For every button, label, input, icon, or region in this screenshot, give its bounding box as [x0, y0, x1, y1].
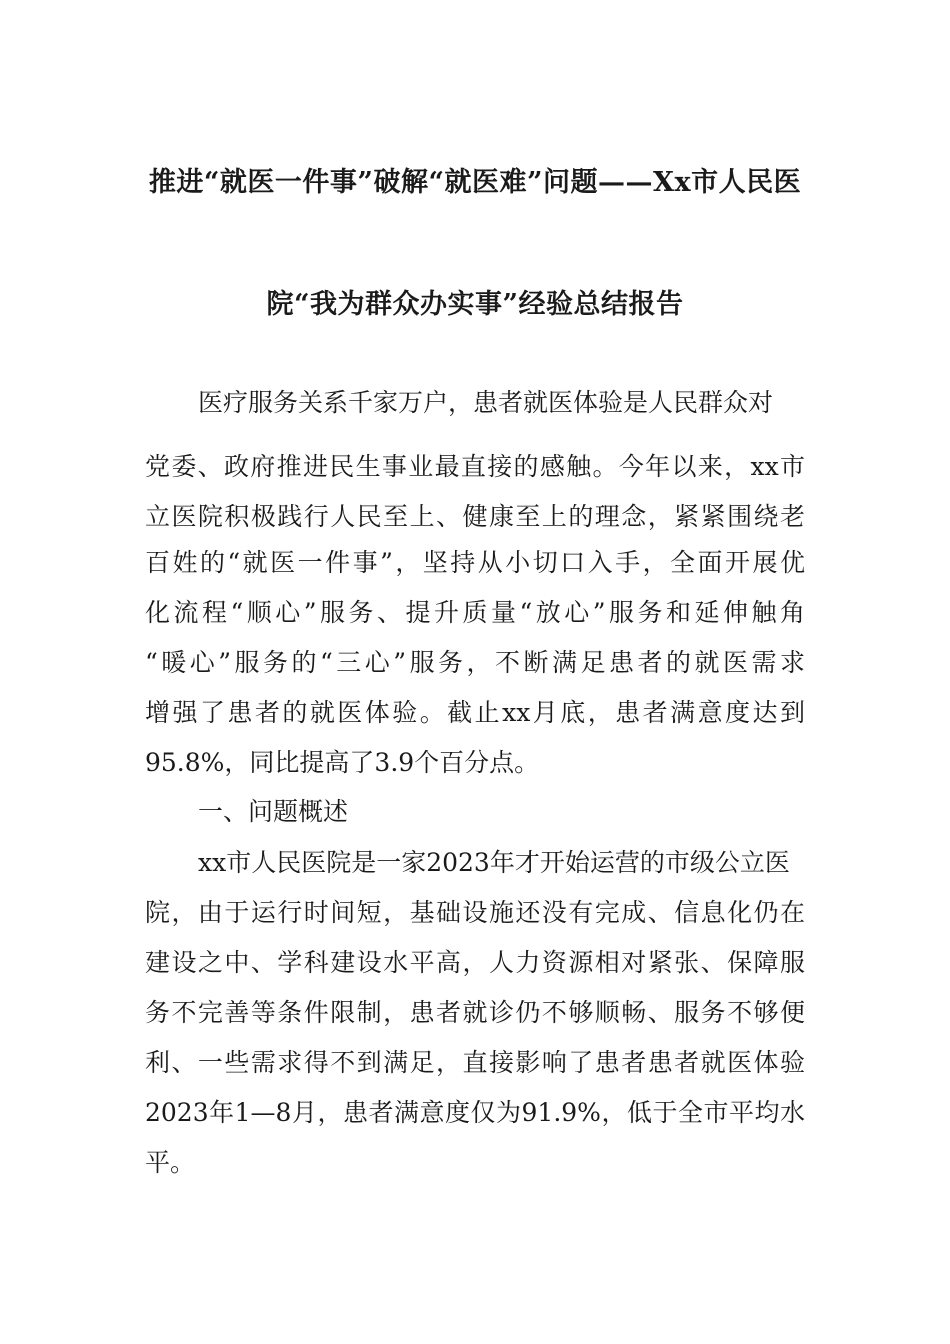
paragraph-line: 医疗服务关系千家万户，患者就医体验是人民群众对	[198, 388, 774, 417]
paragraph-line: 院，由于运行时间短，基础设施还没有完成、信息化仍在	[145, 898, 805, 927]
paragraph-line: 立医院积极践行人民至上、健康至上的理念，紧紧围绕老	[145, 502, 805, 531]
section-heading: 一、问题概述	[198, 797, 349, 826]
document-title-line-1: 推进“就医一件事”破解“就医难”问题——Xx市人民医	[148, 167, 802, 198]
paragraph-line: 利、一些需求得不到满足，直接影响了患者患者就医体验	[145, 1048, 805, 1077]
paragraph-line: xx市人民医院是一家2023年才开始运营的市级公立医	[198, 848, 790, 877]
document-title-line-2: 院“我为群众办实事”经验总结报告	[266, 289, 684, 320]
paragraph-line: “暖心”服务的“三心”服务，不断满足患者的就医需求	[145, 648, 805, 677]
paragraph-line: 党委、政府推进民生事业最直接的感触。今年以来，xx市	[145, 452, 805, 481]
paragraph-line: 建设之中、学科建设水平高，人力资源相对紧张、保障服	[145, 948, 805, 977]
paragraph-line: 务不完善等条件限制，患者就诊仍不够顺畅、服务不够便	[145, 998, 805, 1027]
paragraph-line: 增强了患者的就医体验。截止xx月底，患者满意度达到	[145, 698, 805, 727]
paragraph-line: 百姓的“就医一件事”，坚持从小切口入手，全面开展优	[145, 548, 805, 577]
paragraph-line: 化流程“顺心”服务、提升质量“放心”服务和延伸触角	[145, 598, 805, 627]
paragraph-line: 2023年1—8月，患者满意度仅为91.9%，低于全市平均水	[145, 1098, 805, 1127]
paragraph-line: 平。	[145, 1148, 196, 1177]
paragraph-line: 95.8%，同比提高了3.9个百分点。	[145, 748, 540, 777]
